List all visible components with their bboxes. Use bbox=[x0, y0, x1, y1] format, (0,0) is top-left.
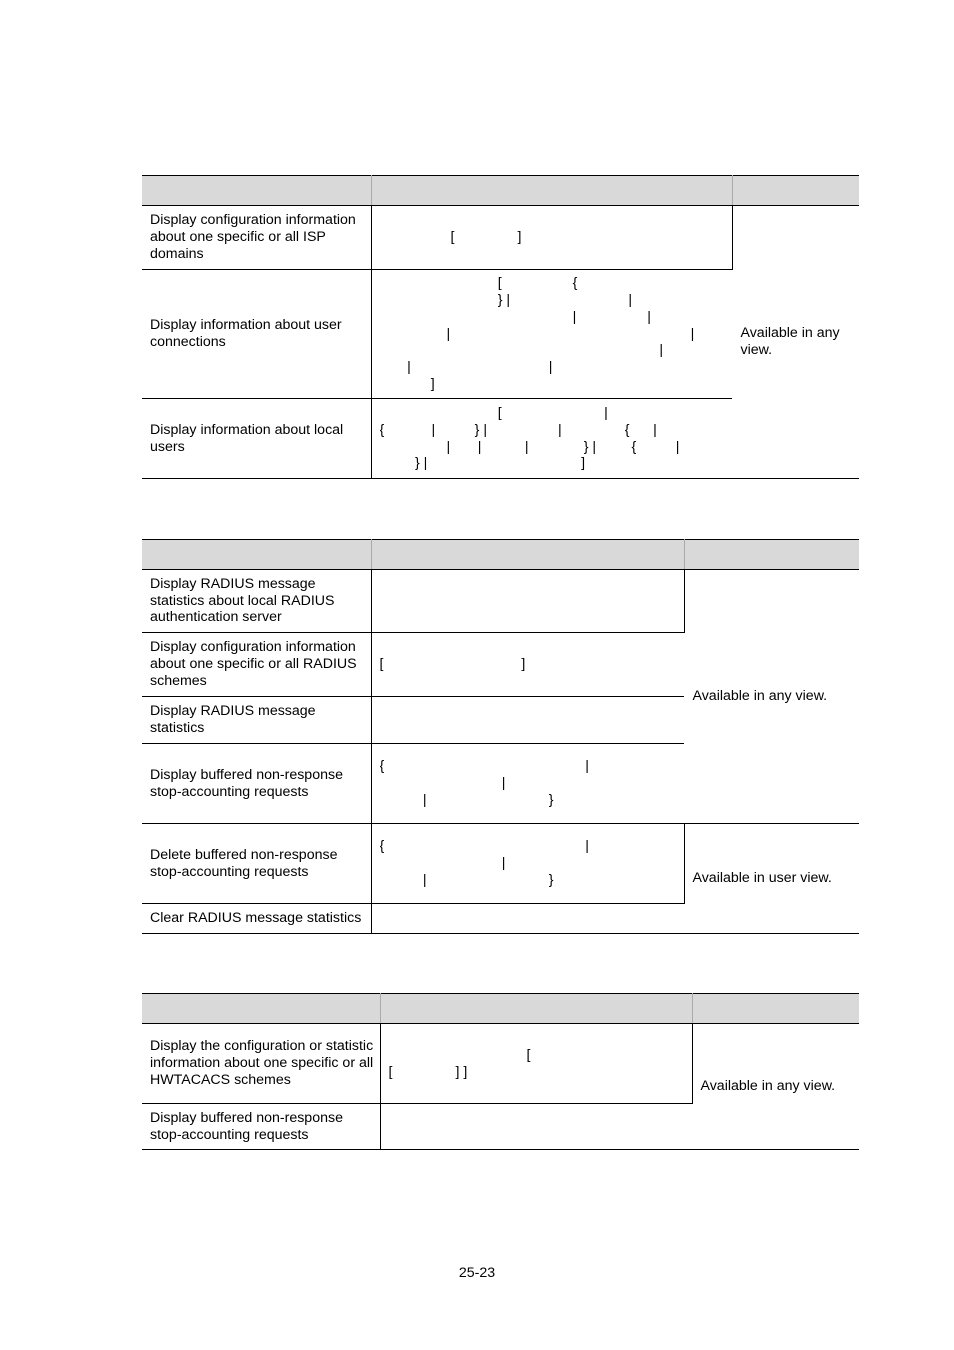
header-cell-command bbox=[371, 176, 732, 206]
task-cell: Display information about user connections bbox=[142, 270, 371, 399]
header-cell-remarks bbox=[732, 176, 859, 206]
command-line: { | } | | { | bbox=[379, 421, 657, 438]
table-header-row bbox=[142, 994, 859, 1024]
command-cell bbox=[371, 399, 732, 479]
command-line: | } bbox=[379, 791, 554, 808]
command-cell bbox=[371, 697, 684, 744]
remarks-cell: Available in any view. bbox=[692, 1024, 859, 1150]
command-cell bbox=[371, 270, 732, 399]
table-row bbox=[142, 1024, 859, 1104]
header-cell-task bbox=[142, 994, 380, 1024]
header-cell-remarks bbox=[684, 540, 859, 570]
task-cell: Delete buffered non-response stop-accounting requests bbox=[142, 824, 371, 904]
table-domain-user-display bbox=[142, 175, 859, 479]
page-number: 25-23 bbox=[458, 1265, 496, 1281]
task-cell: Display RADIUS message statistics bbox=[142, 697, 371, 744]
command-line: [ ] bbox=[379, 229, 522, 246]
task-cell: Display configuration information about one specific or all RADIUS schemes bbox=[142, 633, 371, 697]
command-line: | | | } | { | bbox=[379, 438, 680, 455]
command-cell bbox=[371, 904, 684, 934]
task-cell: Display buffered non-response stop-accounting requests bbox=[142, 1104, 380, 1150]
table-header-row bbox=[142, 540, 859, 570]
command-cell bbox=[380, 1104, 692, 1150]
table-row bbox=[142, 824, 859, 904]
table-hwtacacs-display bbox=[142, 993, 859, 1150]
table-header-row bbox=[142, 176, 859, 206]
command-line: } | | bbox=[379, 292, 633, 308]
table-row bbox=[142, 570, 859, 633]
remarks-cell: Available in any view. bbox=[684, 570, 859, 824]
header-cell-task bbox=[142, 176, 371, 206]
command-cell bbox=[371, 206, 732, 270]
command-line: [ { bbox=[379, 275, 578, 292]
command-line: [ ] ] bbox=[388, 1063, 468, 1080]
command-line: | | bbox=[379, 359, 553, 376]
table-row bbox=[142, 206, 859, 270]
header-cell-remarks bbox=[692, 994, 859, 1024]
command-line: [ ] bbox=[379, 656, 526, 673]
command-cell bbox=[371, 570, 684, 633]
header-cell-command bbox=[380, 994, 692, 1024]
table-radius-display bbox=[142, 539, 859, 934]
command-line: } | ] bbox=[379, 455, 586, 472]
task-cell: Display buffered non-response stop-accounting requests bbox=[142, 744, 371, 824]
remarks-cell: Available in any view. bbox=[732, 206, 859, 479]
task-cell: Display RADIUS message statistics about local RADIUS authentication server bbox=[142, 570, 371, 633]
command-line: { | bbox=[379, 838, 589, 855]
command-line: | } bbox=[379, 871, 554, 888]
header-cell-task bbox=[142, 540, 371, 570]
command-line: [ | bbox=[379, 404, 608, 421]
task-cell: Display information about local users bbox=[142, 399, 371, 479]
command-line: ] bbox=[379, 375, 435, 392]
command-line: | | bbox=[379, 325, 695, 342]
command-line: | | bbox=[379, 308, 651, 325]
task-cell: Clear RADIUS message statistics bbox=[142, 904, 371, 934]
command-line: [ bbox=[388, 1046, 531, 1063]
command-cell bbox=[371, 633, 684, 697]
command-cell bbox=[371, 824, 684, 904]
command-line: | bbox=[379, 855, 506, 872]
command-cell bbox=[380, 1024, 692, 1104]
command-line: | bbox=[379, 342, 664, 359]
command-line: { | bbox=[379, 758, 589, 775]
command-line: | bbox=[379, 775, 506, 792]
header-cell-command bbox=[371, 540, 684, 570]
task-cell: Display the configuration or statistic information about one specific or all HWTACACS schemes bbox=[142, 1024, 380, 1104]
task-cell: Display configuration information about one specific or all ISP domains bbox=[142, 206, 371, 270]
command-cell bbox=[371, 744, 684, 824]
remarks-cell: Available in user view. bbox=[684, 824, 859, 934]
